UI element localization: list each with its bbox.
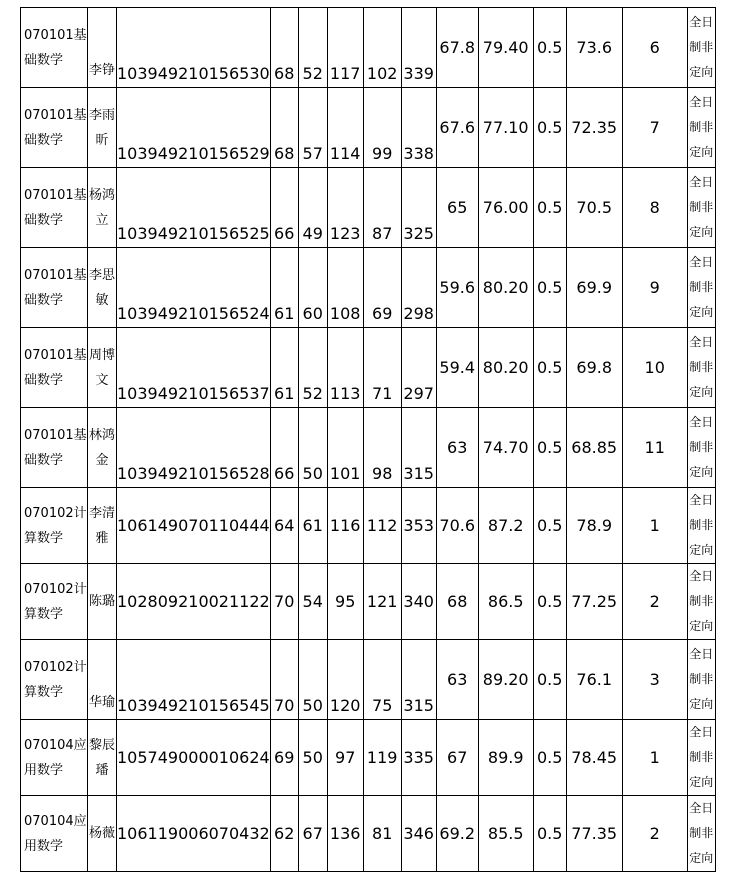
total-score-cell: 353 <box>401 488 436 564</box>
name-cell: 华瑜 <box>88 640 117 720</box>
score-4-cell: 69 <box>363 248 401 328</box>
exam-id-cell: 106149070110444 <box>117 488 271 564</box>
value-2-cell: 76.00 <box>478 168 533 248</box>
value-1-cell: 67 <box>436 720 478 796</box>
exam-id-cell: 103949210156524 <box>117 248 271 328</box>
table-row <box>21 168 716 248</box>
final-score-cell: 77.35 <box>566 796 622 872</box>
enrollment-type-cell: 全日制非定向 <box>687 328 715 408</box>
score-3-cell: 136 <box>327 796 363 872</box>
value-2-cell: 74.70 <box>478 408 533 488</box>
major-cell: 070101基础数学 <box>21 88 88 168</box>
bonus-cell: 0.5 <box>533 168 566 248</box>
value-2-cell: 80.20 <box>478 328 533 408</box>
table-row <box>21 88 716 168</box>
value-1-cell: 65 <box>436 168 478 248</box>
total-score-cell: 346 <box>401 796 436 872</box>
bonus-cell: 0.5 <box>533 564 566 640</box>
score-1-cell: 70 <box>270 640 298 720</box>
score-3-cell: 108 <box>327 248 363 328</box>
exam-id-cell: 103949210156530 <box>117 8 271 88</box>
major-cell: 070101基础数学 <box>21 408 88 488</box>
score-2-cell: 50 <box>298 720 327 796</box>
value-2-cell: 77.10 <box>478 88 533 168</box>
table-row <box>21 720 716 796</box>
score-3-cell: 116 <box>327 488 363 564</box>
value-1-cell: 67.6 <box>436 88 478 168</box>
enrollment-type-cell: 全日制非定向 <box>687 8 715 88</box>
score-1-cell: 68 <box>270 8 298 88</box>
name-cell: 周博文 <box>88 328 117 408</box>
score-2-cell: 52 <box>298 8 327 88</box>
name-cell: 李铮 <box>88 8 117 88</box>
enrollment-type-cell: 全日制非定向 <box>687 488 715 564</box>
value-2-cell: 87.2 <box>478 488 533 564</box>
score-4-cell: 71 <box>363 328 401 408</box>
final-score-cell: 73.6 <box>566 8 622 88</box>
score-3-cell: 97 <box>327 720 363 796</box>
major-cell: 070101基础数学 <box>21 248 88 328</box>
score-table <box>20 7 716 872</box>
score-3-cell: 120 <box>327 640 363 720</box>
name-cell: 李雨昕 <box>88 88 117 168</box>
score-2-cell: 49 <box>298 168 327 248</box>
score-1-cell: 62 <box>270 796 298 872</box>
score-2-cell: 54 <box>298 564 327 640</box>
score-1-cell: 61 <box>270 248 298 328</box>
bonus-cell: 0.5 <box>533 8 566 88</box>
score-4-cell: 102 <box>363 8 401 88</box>
total-score-cell: 338 <box>401 88 436 168</box>
score-1-cell: 66 <box>270 408 298 488</box>
score-2-cell: 50 <box>298 640 327 720</box>
rank-cell: 9 <box>622 248 687 328</box>
score-3-cell: 101 <box>327 408 363 488</box>
exam-id-cell: 103949210156545 <box>117 640 271 720</box>
final-score-cell: 78.45 <box>566 720 622 796</box>
score-2-cell: 60 <box>298 248 327 328</box>
final-score-cell: 69.9 <box>566 248 622 328</box>
final-score-cell: 68.85 <box>566 408 622 488</box>
total-score-cell: 339 <box>401 8 436 88</box>
exam-id-cell: 102809210021122 <box>117 564 271 640</box>
score-3-cell: 95 <box>327 564 363 640</box>
table-row <box>21 248 716 328</box>
bonus-cell: 0.5 <box>533 328 566 408</box>
exam-id-cell: 105749000010624 <box>117 720 271 796</box>
major-cell: 070101基础数学 <box>21 328 88 408</box>
exam-id-cell: 103949210156529 <box>117 88 271 168</box>
enrollment-type-cell: 全日制非定向 <box>687 796 715 872</box>
major-cell: 070104应用数学 <box>21 720 88 796</box>
final-score-cell: 77.25 <box>566 564 622 640</box>
value-1-cell: 63 <box>436 408 478 488</box>
major-cell: 070102计算数学 <box>21 564 88 640</box>
value-1-cell: 69.2 <box>436 796 478 872</box>
name-cell: 李思敏 <box>88 248 117 328</box>
table-row <box>21 328 716 408</box>
total-score-cell: 315 <box>401 408 436 488</box>
bonus-cell: 0.5 <box>533 88 566 168</box>
score-4-cell: 112 <box>363 488 401 564</box>
total-score-cell: 315 <box>401 640 436 720</box>
value-2-cell: 85.5 <box>478 796 533 872</box>
score-1-cell: 70 <box>270 564 298 640</box>
score-4-cell: 87 <box>363 168 401 248</box>
total-score-cell: 335 <box>401 720 436 796</box>
value-2-cell: 89.20 <box>478 640 533 720</box>
exam-id-cell: 103949210156528 <box>117 408 271 488</box>
score-4-cell: 98 <box>363 408 401 488</box>
value-1-cell: 63 <box>436 640 478 720</box>
major-cell: 070101基础数学 <box>21 168 88 248</box>
total-score-cell: 325 <box>401 168 436 248</box>
name-cell: 黎辰璠 <box>88 720 117 796</box>
rank-cell: 6 <box>622 8 687 88</box>
name-cell: 李清雅 <box>88 488 117 564</box>
bonus-cell: 0.5 <box>533 720 566 796</box>
rank-cell: 3 <box>622 640 687 720</box>
final-score-cell: 72.35 <box>566 88 622 168</box>
enrollment-type-cell: 全日制非定向 <box>687 640 715 720</box>
name-cell: 杨鸿立 <box>88 168 117 248</box>
score-4-cell: 81 <box>363 796 401 872</box>
bonus-cell: 0.5 <box>533 796 566 872</box>
value-1-cell: 68 <box>436 564 478 640</box>
table-row <box>21 408 716 488</box>
bonus-cell: 0.5 <box>533 640 566 720</box>
table-body <box>21 8 716 872</box>
value-1-cell: 59.6 <box>436 248 478 328</box>
final-score-cell: 78.9 <box>566 488 622 564</box>
score-2-cell: 52 <box>298 328 327 408</box>
final-score-cell: 69.8 <box>566 328 622 408</box>
score-3-cell: 123 <box>327 168 363 248</box>
score-4-cell: 75 <box>363 640 401 720</box>
name-cell: 林鸿金 <box>88 408 117 488</box>
bonus-cell: 0.5 <box>533 248 566 328</box>
enrollment-type-cell: 全日制非定向 <box>687 564 715 640</box>
table-row <box>21 8 716 88</box>
rank-cell: 2 <box>622 796 687 872</box>
score-4-cell: 121 <box>363 564 401 640</box>
value-2-cell: 80.20 <box>478 248 533 328</box>
score-2-cell: 67 <box>298 796 327 872</box>
table-row <box>21 564 716 640</box>
score-1-cell: 68 <box>270 88 298 168</box>
bonus-cell: 0.5 <box>533 408 566 488</box>
major-cell: 070102计算数学 <box>21 640 88 720</box>
score-1-cell: 64 <box>270 488 298 564</box>
value-1-cell: 70.6 <box>436 488 478 564</box>
table-row <box>21 488 716 564</box>
enrollment-type-cell: 全日制非定向 <box>687 88 715 168</box>
score-1-cell: 66 <box>270 168 298 248</box>
total-score-cell: 340 <box>401 564 436 640</box>
exam-id-cell: 103949210156537 <box>117 328 271 408</box>
score-1-cell: 61 <box>270 328 298 408</box>
value-1-cell: 67.8 <box>436 8 478 88</box>
rank-cell: 1 <box>622 488 687 564</box>
major-cell: 070104应用数学 <box>21 796 88 872</box>
bonus-cell: 0.5 <box>533 488 566 564</box>
score-2-cell: 50 <box>298 408 327 488</box>
score-1-cell: 69 <box>270 720 298 796</box>
value-2-cell: 86.5 <box>478 564 533 640</box>
rank-cell: 10 <box>622 328 687 408</box>
major-cell: 070101基础数学 <box>21 8 88 88</box>
table-row <box>21 796 716 872</box>
rank-cell: 2 <box>622 564 687 640</box>
total-score-cell: 297 <box>401 328 436 408</box>
score-4-cell: 99 <box>363 88 401 168</box>
score-2-cell: 57 <box>298 88 327 168</box>
enrollment-type-cell: 全日制非定向 <box>687 720 715 796</box>
name-cell: 杨薇 <box>88 796 117 872</box>
enrollment-type-cell: 全日制非定向 <box>687 408 715 488</box>
value-2-cell: 89.9 <box>478 720 533 796</box>
value-2-cell: 79.40 <box>478 8 533 88</box>
score-3-cell: 114 <box>327 88 363 168</box>
name-cell: 陈璐 <box>88 564 117 640</box>
score-4-cell: 119 <box>363 720 401 796</box>
value-1-cell: 59.4 <box>436 328 478 408</box>
final-score-cell: 70.5 <box>566 168 622 248</box>
enrollment-type-cell: 全日制非定向 <box>687 168 715 248</box>
table-row <box>21 640 716 720</box>
final-score-cell: 76.1 <box>566 640 622 720</box>
score-2-cell: 61 <box>298 488 327 564</box>
rank-cell: 11 <box>622 408 687 488</box>
rank-cell: 8 <box>622 168 687 248</box>
rank-cell: 7 <box>622 88 687 168</box>
exam-id-cell: 106119006070432 <box>117 796 271 872</box>
major-cell: 070102计算数学 <box>21 488 88 564</box>
exam-id-cell: 103949210156525 <box>117 168 271 248</box>
rank-cell: 1 <box>622 720 687 796</box>
enrollment-type-cell: 全日制非定向 <box>687 248 715 328</box>
score-3-cell: 117 <box>327 8 363 88</box>
total-score-cell: 298 <box>401 248 436 328</box>
score-3-cell: 113 <box>327 328 363 408</box>
